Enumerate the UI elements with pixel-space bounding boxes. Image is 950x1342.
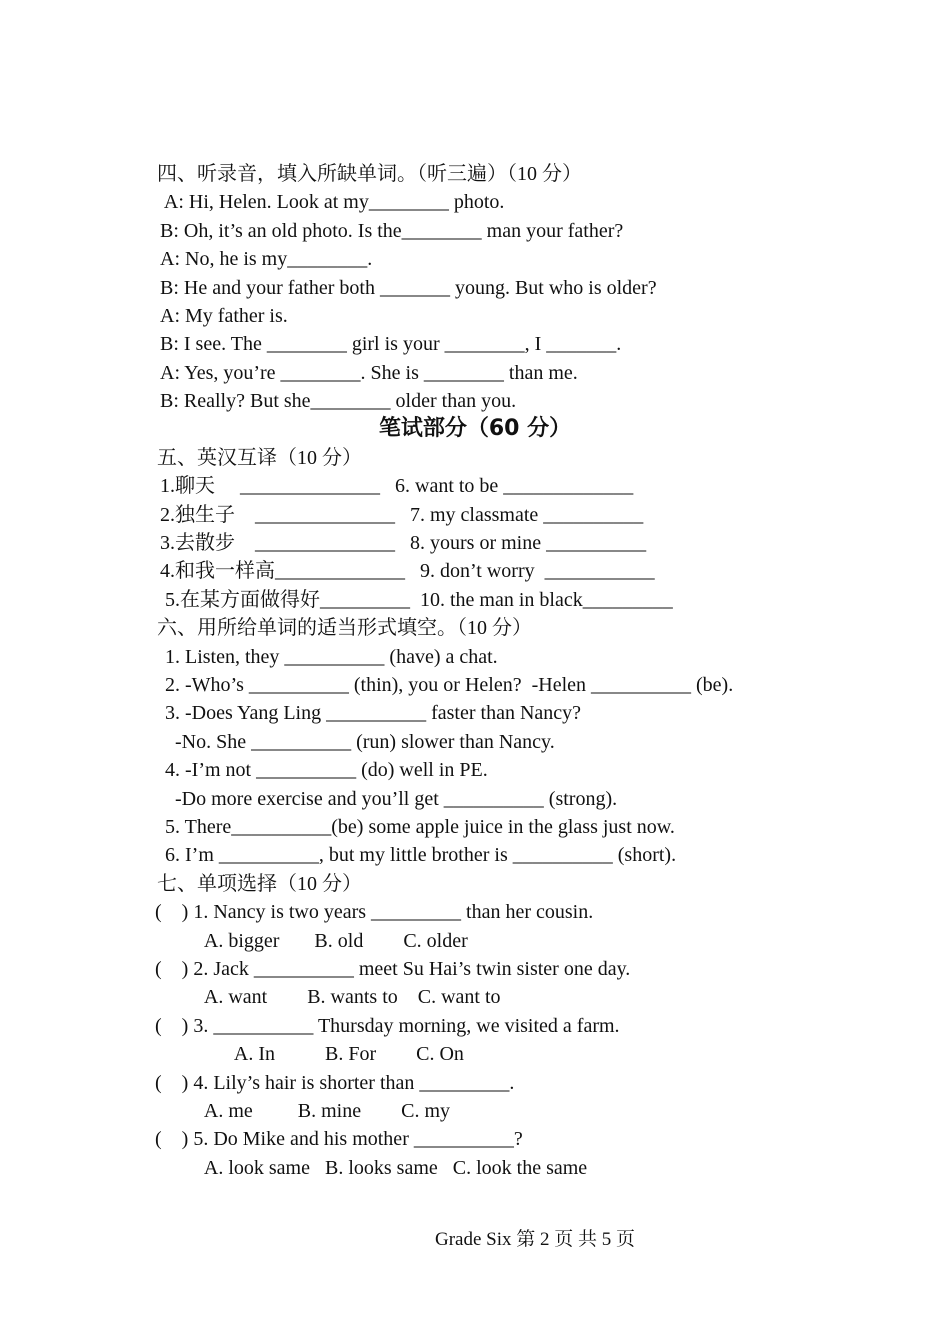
fill-in-item: -Do more exercise and you’ll get __________ (strong). <box>160 788 618 810</box>
choice-question: ( ) 5. Do Mike and his mother __________? <box>155 1128 523 1150</box>
written-part-title: 笔试部分（60 分） <box>378 416 572 441</box>
choice-question: ( ) 3. __________ Thursday morning, we visited a farm. <box>155 1015 620 1037</box>
fill-in-item: 5. There__________(be) some apple juice in the glass just now. <box>160 816 675 838</box>
dialogue-line: B: Really? But she________ older than you. <box>160 390 517 412</box>
fill-in-item: 1. Listen, they __________ (have) a chat. <box>160 646 498 668</box>
fill-in-item: 2. -Who’s __________ (thin), you or Helen? -Helen __________ (be). <box>160 674 734 696</box>
section5-heading: 五、英汉互译（10 分） <box>157 447 362 469</box>
choice-options: A. me B. mine C. my <box>155 1100 450 1122</box>
section6-heading: 六、用所给单词的适当形式填空。（10 分） <box>157 617 532 639</box>
choice-question: ( ) 1. Nancy is two years _________ than her cousin. <box>155 901 594 923</box>
choice-options: A. look same B. looks same C. look the same <box>155 1157 588 1179</box>
choice-options: A. want B. wants to C. want to <box>155 986 501 1008</box>
dialogue-line: A: Hi, Helen. Look at my________ photo. <box>160 191 505 213</box>
dialogue-line: B: He and your father both _______ young. But who is older? <box>160 277 657 299</box>
dialogue-line: A: My father is. <box>160 305 288 327</box>
translation-item: 5.在某方面做得好_________ 10. the man in black_________ <box>160 589 673 611</box>
translation-item: 2.独生子 ______________ 7. my classmate __________ <box>160 504 644 526</box>
section4-heading: 四、听录音，填入所缺单词。（听三遍）（10 分） <box>157 163 582 185</box>
dialogue-line: A: Yes, you’re ________. She is ________ than me. <box>160 362 578 384</box>
dialogue-line: B: I see. The ________ girl is your ________, I _______. <box>160 333 622 355</box>
fill-in-item: 4. -I’m not __________ (do) well in PE. <box>160 759 488 781</box>
dialogue-line: B: Oh, it’s an old photo. Is the________ man your father? <box>160 220 624 242</box>
fill-in-item: -No. She __________ (run) slower than Nancy. <box>160 731 555 753</box>
choice-question: ( ) 2. Jack __________ meet Su Hai’s twin sister one day. <box>155 958 631 980</box>
section7-heading: 七、单项选择（10 分） <box>157 873 362 895</box>
choice-options: A. In B. For C. On <box>155 1043 464 1065</box>
fill-in-item: 3. -Does Yang Ling __________ faster than Nancy? <box>160 702 582 724</box>
fill-in-item: 6. I’m __________, but my little brother is __________ (short). <box>160 844 677 866</box>
choice-question: ( ) 4. Lily’s hair is shorter than _________. <box>155 1072 515 1094</box>
translation-item: 4.和我一样高_____________ 9. don’t worry ___________ <box>160 560 655 582</box>
translation-item: 1.聊天 ______________ 6. want to be _____________ <box>160 475 634 497</box>
dialogue-line: A: No, he is my________. <box>160 248 373 270</box>
translation-item: 3.去散步 ______________ 8. yours or mine __________ <box>160 532 647 554</box>
page-footer: Grade Six 第 2 页 共 5 页 <box>434 1229 635 1250</box>
choice-options: A. bigger B. old C. older <box>155 930 468 952</box>
